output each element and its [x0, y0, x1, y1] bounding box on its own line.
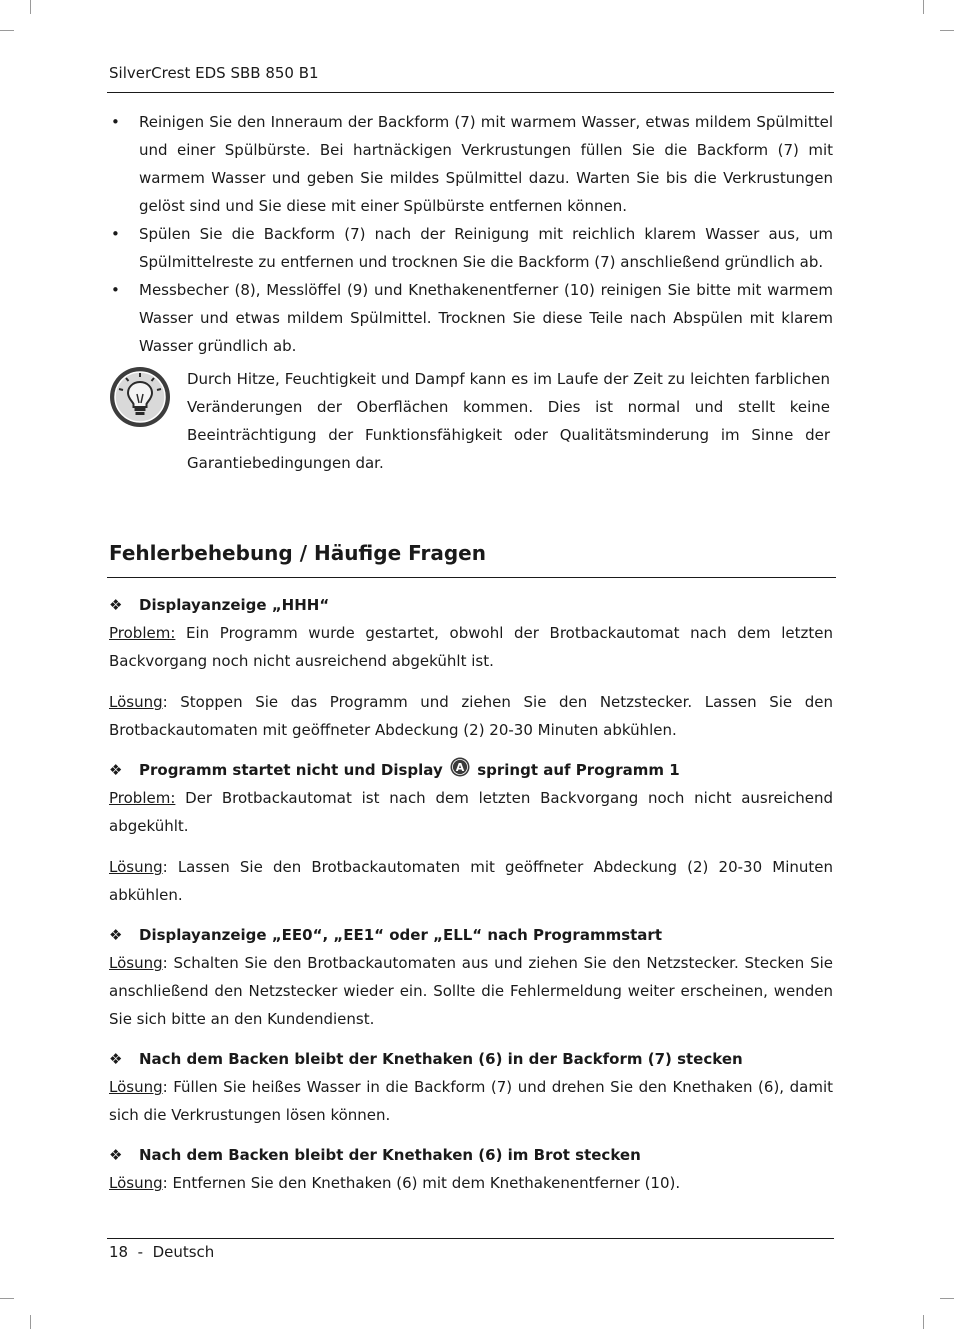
svg-text:A: A — [455, 761, 465, 775]
faq-question: ❖ Programm startet nicht und Display A springt auf Programm 1 — [109, 756, 833, 784]
crop-mark — [0, 30, 14, 31]
faq-solution: Lösung: Stoppen Sie das Programm und ziehen Sie den Netzstecker. Lassen Sie den Brotbackautomaten mit geöffneter Abdeckung (2) 20-30 Minuten abkühlen. — [109, 693, 833, 739]
footer-rule — [107, 1238, 834, 1239]
crop-mark — [940, 30, 954, 31]
faq-problem: Problem: Der Brotbackautomat ist nach dem letzten Backvorgang noch nicht ausreichend abgekühlt. — [109, 789, 833, 835]
lightbulb-icon — [108, 365, 172, 429]
header-title: SilverCrest EDS SBB 850 B1 — [109, 64, 319, 82]
crop-mark — [940, 1298, 954, 1299]
diamond-bullet-icon: ❖ — [109, 596, 123, 614]
list-item: • Spülen Sie die Backform (7) nach der Reinigung mit reichlich klarem Wasser aus, um Spülmittelreste zu entfernen und trocknen Sie die Backform (7) anschließend gründlich ab. — [109, 220, 833, 276]
diamond-bullet-icon: ❖ — [109, 761, 123, 779]
solution-label: Lösung — [109, 954, 163, 972]
crop-mark — [923, 0, 924, 14]
list-item: • Reinigen Sie den Inneraum der Backform (7) mit warmem Wasser, etwas mildem Spülmittel und einer Spülbürste. Bei hartnäckigen Verkrustungen füllen Sie die Backform (7) mit warmem Wasser und geben Sie mildes Spülmittel dazu. Warten Sie bis die Verkrustungen gelöst sind und Sie diese mit einer Spülbürste entfernen können. — [109, 108, 833, 220]
section-title: Fehlerbehebung / Häufige Fragen — [109, 541, 486, 565]
section-rule — [107, 577, 836, 578]
crop-mark — [923, 1315, 924, 1329]
display-a-icon — [450, 757, 470, 777]
faq-item — [109, 1141, 833, 1197]
page-footer: 18 - Deutsch — [109, 1243, 215, 1261]
faq-question: ❖ Displayanzeige „EE0“, „EE1“ oder „ELL“ nach Programmstart — [109, 921, 833, 949]
faq-item — [109, 756, 833, 909]
solution-label: Lösung — [109, 858, 163, 876]
diamond-bullet-icon: ❖ — [109, 1050, 123, 1068]
cleaning-list — [109, 108, 833, 360]
crop-mark — [30, 0, 31, 14]
crop-mark — [30, 1315, 31, 1329]
diamond-bullet-icon: ❖ — [109, 926, 123, 944]
faq-item — [109, 921, 833, 1033]
faq-list — [109, 591, 833, 1209]
problem-label: Problem: — [109, 624, 176, 642]
diamond-bullet-icon: ❖ — [109, 1146, 123, 1164]
faq-solution: Lösung: Lassen Sie den Brotbackautomaten mit geöffneter Abdeckung (2) 20-30 Minuten abkühlen. — [109, 858, 833, 904]
faq-problem: Problem: Ein Programm wurde gestartet, obwohl der Brotbackautomat nach dem letzten Backvorgang noch nicht ausreichend abgekühlt ist. — [109, 624, 833, 670]
crop-mark — [0, 1298, 14, 1299]
solution-label: Lösung — [109, 1174, 163, 1192]
faq-item — [109, 591, 833, 744]
list-item: • Messbecher (8), Messlöffel (9) und Knethakenentferner (10) reinigen Sie bitte mit warmem Wasser und etwas mildem Spülmittel. Trocknen Sie diese Teile nach Abspülen mit klarem Wasser gründlich ab. — [109, 276, 833, 360]
faq-solution: Lösung: Schalten Sie den Brotbackautomaten aus und ziehen Sie den Netzstecker. Stecken Sie anschließend den Netzstecker wieder ein. Sollte die Fehlermeldung weiter erscheinen, wenden Sie sich bitte an den Kundendienst. — [109, 954, 833, 1028]
problem-label: Problem: — [109, 789, 176, 807]
solution-label: Lösung — [109, 693, 163, 711]
faq-question: ❖ Displayanzeige „HHH“ — [109, 591, 833, 619]
tip-text: Durch Hitze, Feuchtigkeit und Dampf kann es im Laufe der Zeit zu leichten farblichen Veränderungen der Oberflächen kommen. Dies ist normal und stellt keine Beeinträchtigung der Funktionsfähigkeit oder Qualitätsminderung im Sinne der Garantiebedingungen dar. — [187, 370, 830, 472]
faq-solution: Lösung: Entfernen Sie den Knethaken (6) mit dem Knethakenentferner (10). — [109, 1174, 681, 1192]
faq-question: ❖ Nach dem Backen bleibt der Knethaken (6) im Brot stecken — [109, 1141, 833, 1169]
solution-label: Lösung — [109, 1078, 163, 1096]
header-rule — [107, 92, 834, 93]
faq-item — [109, 1045, 833, 1129]
faq-solution: Lösung: Füllen Sie heißes Wasser in die Backform (7) und drehen Sie den Knethaken (6), damit sich die Verkrustungen lösen können. — [109, 1078, 833, 1124]
faq-question: ❖ Nach dem Backen bleibt der Knethaken (6) in der Backform (7) stecken — [109, 1045, 833, 1073]
